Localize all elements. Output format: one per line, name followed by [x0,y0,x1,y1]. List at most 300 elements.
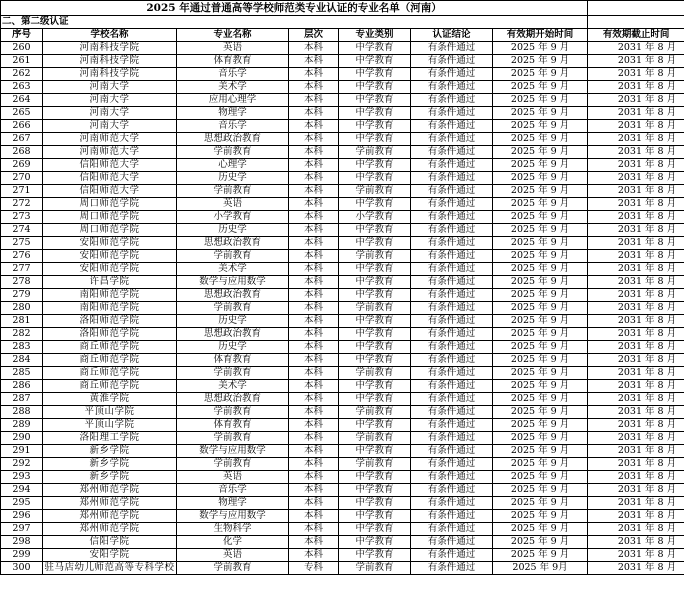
cell-major: 学前教育 [177,406,289,419]
cell-end: 2031 年 8 月 [588,133,684,146]
cell-conclusion: 有条件通过 [411,497,493,510]
table-row [1,315,684,328]
cell-start: 2025 年 9 月 [493,81,588,94]
cell-category: 中学教育 [339,94,411,107]
table-row [1,237,684,250]
cell-conclusion: 有条件通过 [411,55,493,68]
cell-category: 学前教育 [339,302,411,315]
cell-category: 学前教育 [339,146,411,159]
cell-start: 2025 年 9 月 [493,471,588,484]
cell-index: 281 [1,315,43,328]
cell-start: 2025 年 9 月 [493,120,588,133]
cell-end: 2031 年 8 月 [588,393,684,406]
cell-conclusion: 有条件通过 [411,302,493,315]
cell-start: 2025 年 9 月 [493,354,588,367]
cell-start: 2025 年 9 月 [493,250,588,263]
table-row [1,484,684,497]
cell-major: 历史学 [177,172,289,185]
cell-school: 河南大学 [43,120,177,133]
cell-end: 2031 年 8 月 [588,549,684,562]
cell-start: 2025 年 9 月 [493,146,588,159]
cell-major: 学前教育 [177,250,289,263]
cell-conclusion: 有条件通过 [411,276,493,289]
cell-level: 本科 [289,224,339,237]
cell-conclusion: 有条件通过 [411,289,493,302]
cell-category: 中学教育 [339,536,411,549]
cell-level: 本科 [289,302,339,315]
cell-level: 本科 [289,510,339,523]
cell-major: 学前教育 [177,185,289,198]
cell-level: 本科 [289,393,339,406]
table-row [1,185,684,198]
cell-index: 297 [1,523,43,536]
cell-major: 英语 [177,471,289,484]
header-school: 学校名称 [43,29,177,42]
cell-category: 中学教育 [339,393,411,406]
cell-conclusion: 有条件通过 [411,328,493,341]
cell-index: 285 [1,367,43,380]
cell-major: 美术学 [177,81,289,94]
cell-index: 279 [1,289,43,302]
cell-school: 周口师范学院 [43,211,177,224]
cell-major: 学前教育 [177,367,289,380]
cell-index: 295 [1,497,43,510]
cell-index: 288 [1,406,43,419]
cell-conclusion: 有条件通过 [411,42,493,55]
cell-school: 平顶山学院 [43,406,177,419]
cell-school: 新乡学院 [43,471,177,484]
cell-end: 2031 年 8 月 [588,146,684,159]
cell-category: 中学教育 [339,354,411,367]
cell-start: 2025 年 9月 [493,562,588,575]
cell-major: 思想政治教育 [177,393,289,406]
cell-start: 2025 年 9 月 [493,432,588,445]
cell-major: 学前教育 [177,146,289,159]
header-row [1,29,684,42]
cell-index: 268 [1,146,43,159]
cell-level: 本科 [289,198,339,211]
cell-start: 2025 年 9 月 [493,419,588,432]
cell-index: 286 [1,380,43,393]
header-category: 专业类别 [339,29,411,42]
cell-school: 平顶山学院 [43,419,177,432]
cell-major: 英语 [177,549,289,562]
cell-major: 思想政治教育 [177,328,289,341]
cell-category: 学前教育 [339,406,411,419]
cell-school: 安阳师范学院 [43,237,177,250]
cell-major: 数学与应用数学 [177,445,289,458]
cell-major: 思想政治教育 [177,237,289,250]
cell-major: 学前教育 [177,432,289,445]
cell-conclusion: 有条件通过 [411,94,493,107]
cell-major: 英语 [177,198,289,211]
cell-conclusion: 有条件通过 [411,445,493,458]
cell-major: 思想政治教育 [177,289,289,302]
cell-major: 历史学 [177,224,289,237]
cell-start: 2025 年 9 月 [493,276,588,289]
table-row [1,458,684,471]
cell-school: 周口师范学院 [43,198,177,211]
cell-school: 信阳师范大学 [43,172,177,185]
table-row [1,263,684,276]
cell-end: 2031 年 8 月 [588,432,684,445]
cell-school: 信阳学院 [43,536,177,549]
cell-conclusion: 有条件通过 [411,341,493,354]
cell-conclusion: 有条件通过 [411,419,493,432]
cell-end: 2031 年 8 月 [588,367,684,380]
cell-end: 2031 年 8 月 [588,120,684,133]
cell-level: 本科 [289,328,339,341]
cell-conclusion: 有条件通过 [411,224,493,237]
cell-index: 296 [1,510,43,523]
table-row [1,42,684,55]
table-row [1,250,684,263]
cell-end: 2031 年 8 月 [588,497,684,510]
cell-start: 2025 年 9 月 [493,393,588,406]
cell-category: 学前教育 [339,185,411,198]
cell-category: 中学教育 [339,107,411,120]
cell-school: 南阳师范学院 [43,289,177,302]
cell-school: 河南科技学院 [43,55,177,68]
cell-category: 中学教育 [339,328,411,341]
cell-school: 郑州师范学院 [43,523,177,536]
cell-conclusion: 有条件通过 [411,185,493,198]
cell-end: 2031 年 8 月 [588,419,684,432]
table-row [1,328,684,341]
cell-index: 283 [1,341,43,354]
cell-index: 284 [1,354,43,367]
cell-school: 河南师范大学 [43,146,177,159]
cell-category: 学前教育 [339,250,411,263]
cell-start: 2025 年 9 月 [493,497,588,510]
cell-level: 本科 [289,81,339,94]
cell-school: 商丘师范学院 [43,380,177,393]
cell-start: 2025 年 9 月 [493,510,588,523]
cell-index: 287 [1,393,43,406]
cell-category: 中学教育 [339,55,411,68]
cell-level: 本科 [289,341,339,354]
table-row [1,55,684,68]
cell-level: 本科 [289,263,339,276]
table-row [1,159,684,172]
section-row [1,16,684,29]
cell-index: 293 [1,471,43,484]
table-row [1,302,684,315]
cell-category: 学前教育 [339,458,411,471]
cell-category: 学前教育 [339,432,411,445]
cell-end: 2031 年 8 月 [588,68,684,81]
table-row [1,276,684,289]
cell-level: 本科 [289,159,339,172]
cell-index: 274 [1,224,43,237]
cell-end: 2031 年 8 月 [588,510,684,523]
cell-category: 中学教育 [339,68,411,81]
cell-category: 中学教育 [339,380,411,393]
cell-index: 294 [1,484,43,497]
table-row [1,393,684,406]
cell-level: 本科 [289,367,339,380]
cell-major: 美术学 [177,380,289,393]
cell-school: 安阳学院 [43,549,177,562]
cell-conclusion: 有条件通过 [411,458,493,471]
cell-school: 新乡学院 [43,458,177,471]
cell-category: 中学教育 [339,419,411,432]
header-start: 有效期开始时间 [493,29,588,42]
cell-school: 郑州师范学院 [43,497,177,510]
cell-conclusion: 有条件通过 [411,198,493,211]
cell-category: 中学教育 [339,81,411,94]
cell-category: 中学教育 [339,445,411,458]
cell-start: 2025 年 9 月 [493,289,588,302]
cell-major: 应用心理学 [177,94,289,107]
cell-school: 河南大学 [43,94,177,107]
cell-major: 学前教育 [177,458,289,471]
cell-major: 数学与应用数学 [177,510,289,523]
cell-start: 2025 年 9 月 [493,185,588,198]
cell-index: 280 [1,302,43,315]
cell-level: 本科 [289,68,339,81]
cell-school: 商丘师范学院 [43,354,177,367]
section-heading: 二、第二级认证 [1,16,588,29]
cell-category: 中学教育 [339,42,411,55]
cell-conclusion: 有条件通过 [411,549,493,562]
cell-start: 2025 年 9 月 [493,172,588,185]
cell-level: 本科 [289,471,339,484]
table-row [1,341,684,354]
cell-level: 本科 [289,536,339,549]
header-conclusion: 认证结论 [411,29,493,42]
table-row [1,120,684,133]
table-row [1,172,684,185]
cell-index: 275 [1,237,43,250]
table-row [1,211,684,224]
cell-major: 历史学 [177,341,289,354]
table-row [1,406,684,419]
cell-index: 265 [1,107,43,120]
cell-category: 中学教育 [339,133,411,146]
cell-end: 2031 年 8 月 [588,172,684,185]
cell-start: 2025 年 9 月 [493,523,588,536]
cell-school: 商丘师范学院 [43,367,177,380]
cell-conclusion: 有条件通过 [411,471,493,484]
cell-category: 中学教育 [339,484,411,497]
cell-start: 2025 年 9 月 [493,211,588,224]
table-row [1,81,684,94]
cell-level: 本科 [289,380,339,393]
cell-start: 2025 年 9 月 [493,159,588,172]
cell-index: 298 [1,536,43,549]
header-major: 专业名称 [177,29,289,42]
cell-start: 2025 年 9 月 [493,406,588,419]
cell-school: 信阳师范大学 [43,159,177,172]
title-empty-cell [588,1,684,16]
cell-level: 本科 [289,250,339,263]
table-row [1,107,684,120]
cell-level: 本科 [289,432,339,445]
cell-start: 2025 年 9 月 [493,445,588,458]
cell-school: 黄淮学院 [43,393,177,406]
cell-level: 本科 [289,133,339,146]
cell-level: 本科 [289,497,339,510]
cell-school: 南阳师范学院 [43,302,177,315]
cell-level: 本科 [289,172,339,185]
cell-conclusion: 有条件通过 [411,393,493,406]
header-end: 有效期截止时间 [588,29,684,42]
cell-end: 2031 年 8 月 [588,263,684,276]
cell-category: 中学教育 [339,497,411,510]
table-row [1,497,684,510]
cell-school: 洛阳师范学院 [43,315,177,328]
cell-category: 中学教育 [339,198,411,211]
cell-conclusion: 有条件通过 [411,237,493,250]
table-row [1,94,684,107]
cell-index: 262 [1,68,43,81]
cell-major: 学前教育 [177,562,289,575]
cell-school: 河南大学 [43,107,177,120]
cell-index: 271 [1,185,43,198]
cell-level: 本科 [289,211,339,224]
cell-end: 2031 年 8 月 [588,289,684,302]
cell-index: 278 [1,276,43,289]
cell-level: 本科 [289,146,339,159]
cell-conclusion: 有条件通过 [411,133,493,146]
cell-major: 数学与应用数学 [177,276,289,289]
cell-conclusion: 有条件通过 [411,380,493,393]
cell-conclusion: 有条件通过 [411,432,493,445]
cell-end: 2031 年 8 月 [588,81,684,94]
cell-conclusion: 有条件通过 [411,263,493,276]
cell-school: 驻马店幼儿师范高等专科学校 [44,562,175,573]
cell-index: 261 [1,55,43,68]
cell-major: 英语 [177,42,289,55]
cell-end: 2031 年 8 月 [588,198,684,211]
cell-level: 本科 [289,484,339,497]
cell-school: 安阳师范学院 [43,250,177,263]
cell-conclusion: 有条件通过 [411,68,493,81]
cell-category: 中学教育 [339,549,411,562]
cell-start: 2025 年 9 月 [493,536,588,549]
cell-major: 历史学 [177,315,289,328]
table-row [1,354,684,367]
cell-school: 河南科技学院 [43,42,177,55]
cell-category: 中学教育 [339,276,411,289]
cell-start: 2025 年 9 月 [493,107,588,120]
section-empty-cell [588,16,684,29]
cell-end: 2031 年 8 月 [588,302,684,315]
cell-end: 2031 年 8 月 [588,185,684,198]
cell-level: 本科 [289,445,339,458]
title-row [1,1,684,16]
cell-conclusion: 有条件通过 [411,315,493,328]
cell-category: 中学教育 [339,510,411,523]
cell-category: 学前教育 [339,367,411,380]
cell-end: 2031 年 8 月 [588,42,684,55]
cell-school: 安阳师范学院 [43,263,177,276]
cell-index: 270 [1,172,43,185]
cell-major: 物理学 [177,497,289,510]
cell-conclusion: 有条件通过 [411,81,493,94]
cell-start: 2025 年 9 月 [493,224,588,237]
cell-index: 267 [1,133,43,146]
cell-level: 本科 [289,458,339,471]
cell-index: 266 [1,120,43,133]
cell-conclusion: 有条件通过 [411,406,493,419]
cell-start: 2025 年 9 月 [493,380,588,393]
cell-school: 洛阳理工学院 [43,432,177,445]
cell-end: 2031 年 8 月 [588,536,684,549]
cell-end: 2031 年 8 月 [588,445,684,458]
table-row [1,536,684,549]
cell-category: 中学教育 [339,289,411,302]
cell-index: 269 [1,159,43,172]
cell-level: 本科 [289,289,339,302]
cell-end: 2031 年 8 月 [588,315,684,328]
cell-end: 2031 年 8 月 [588,94,684,107]
cell-level: 本科 [289,276,339,289]
cell-end: 2031 年 8 月 [588,523,684,536]
table-row [1,146,684,159]
cell-major: 思想政治教育 [177,133,289,146]
cell-level: 专科 [289,562,339,575]
table-row [1,471,684,484]
cell-level: 本科 [289,237,339,250]
cell-major: 生物科学 [177,523,289,536]
cell-category: 中学教育 [339,263,411,276]
table-body [1,1,684,575]
cell-major: 体育教育 [177,419,289,432]
cell-start: 2025 年 9 月 [493,458,588,471]
cell-level: 本科 [289,107,339,120]
cell-end: 2031 年 8 月 [588,328,684,341]
cell-end: 2031 年 8 月 [588,471,684,484]
cell-conclusion: 有条件通过 [411,562,493,575]
cell-school: 郑州师范学院 [43,510,177,523]
cell-conclusion: 有条件通过 [411,146,493,159]
cell-index: 260 [1,42,43,55]
cell-end: 2031 年 8 月 [588,237,684,250]
cell-start: 2025 年 9 月 [493,237,588,250]
cell-major: 美术学 [177,263,289,276]
cell-level: 本科 [289,55,339,68]
cell-start: 2025 年 9 月 [493,315,588,328]
cell-index: 277 [1,263,43,276]
cell-category: 学前教育 [339,562,411,575]
cell-start: 2025 年 9 月 [493,484,588,497]
cell-school: 新乡学院 [43,445,177,458]
cell-start: 2025 年 9 月 [493,302,588,315]
cell-end: 2031 年 8 月 [588,341,684,354]
cell-school: 许昌学院 [43,276,177,289]
cell-major: 学前教育 [177,302,289,315]
cell-start: 2025 年 9 月 [493,549,588,562]
cell-category: 中学教育 [339,172,411,185]
table-row [1,432,684,445]
cell-start: 2025 年 9 月 [493,341,588,354]
cell-major: 小学教育 [177,211,289,224]
cell-end: 2031 年 8 月 [588,55,684,68]
cell-school: 商丘师范学院 [43,341,177,354]
cell-category: 中学教育 [339,159,411,172]
cell-conclusion: 有条件通过 [411,367,493,380]
cell-end: 2031 年 8 月 [588,107,684,120]
cell-level: 本科 [289,94,339,107]
cell-index: 299 [1,549,43,562]
cell-school: 郑州师范学院 [43,484,177,497]
cell-conclusion: 有条件通过 [411,536,493,549]
header-level: 层次 [289,29,339,42]
cell-index: 272 [1,198,43,211]
cell-start: 2025 年 9 月 [493,133,588,146]
